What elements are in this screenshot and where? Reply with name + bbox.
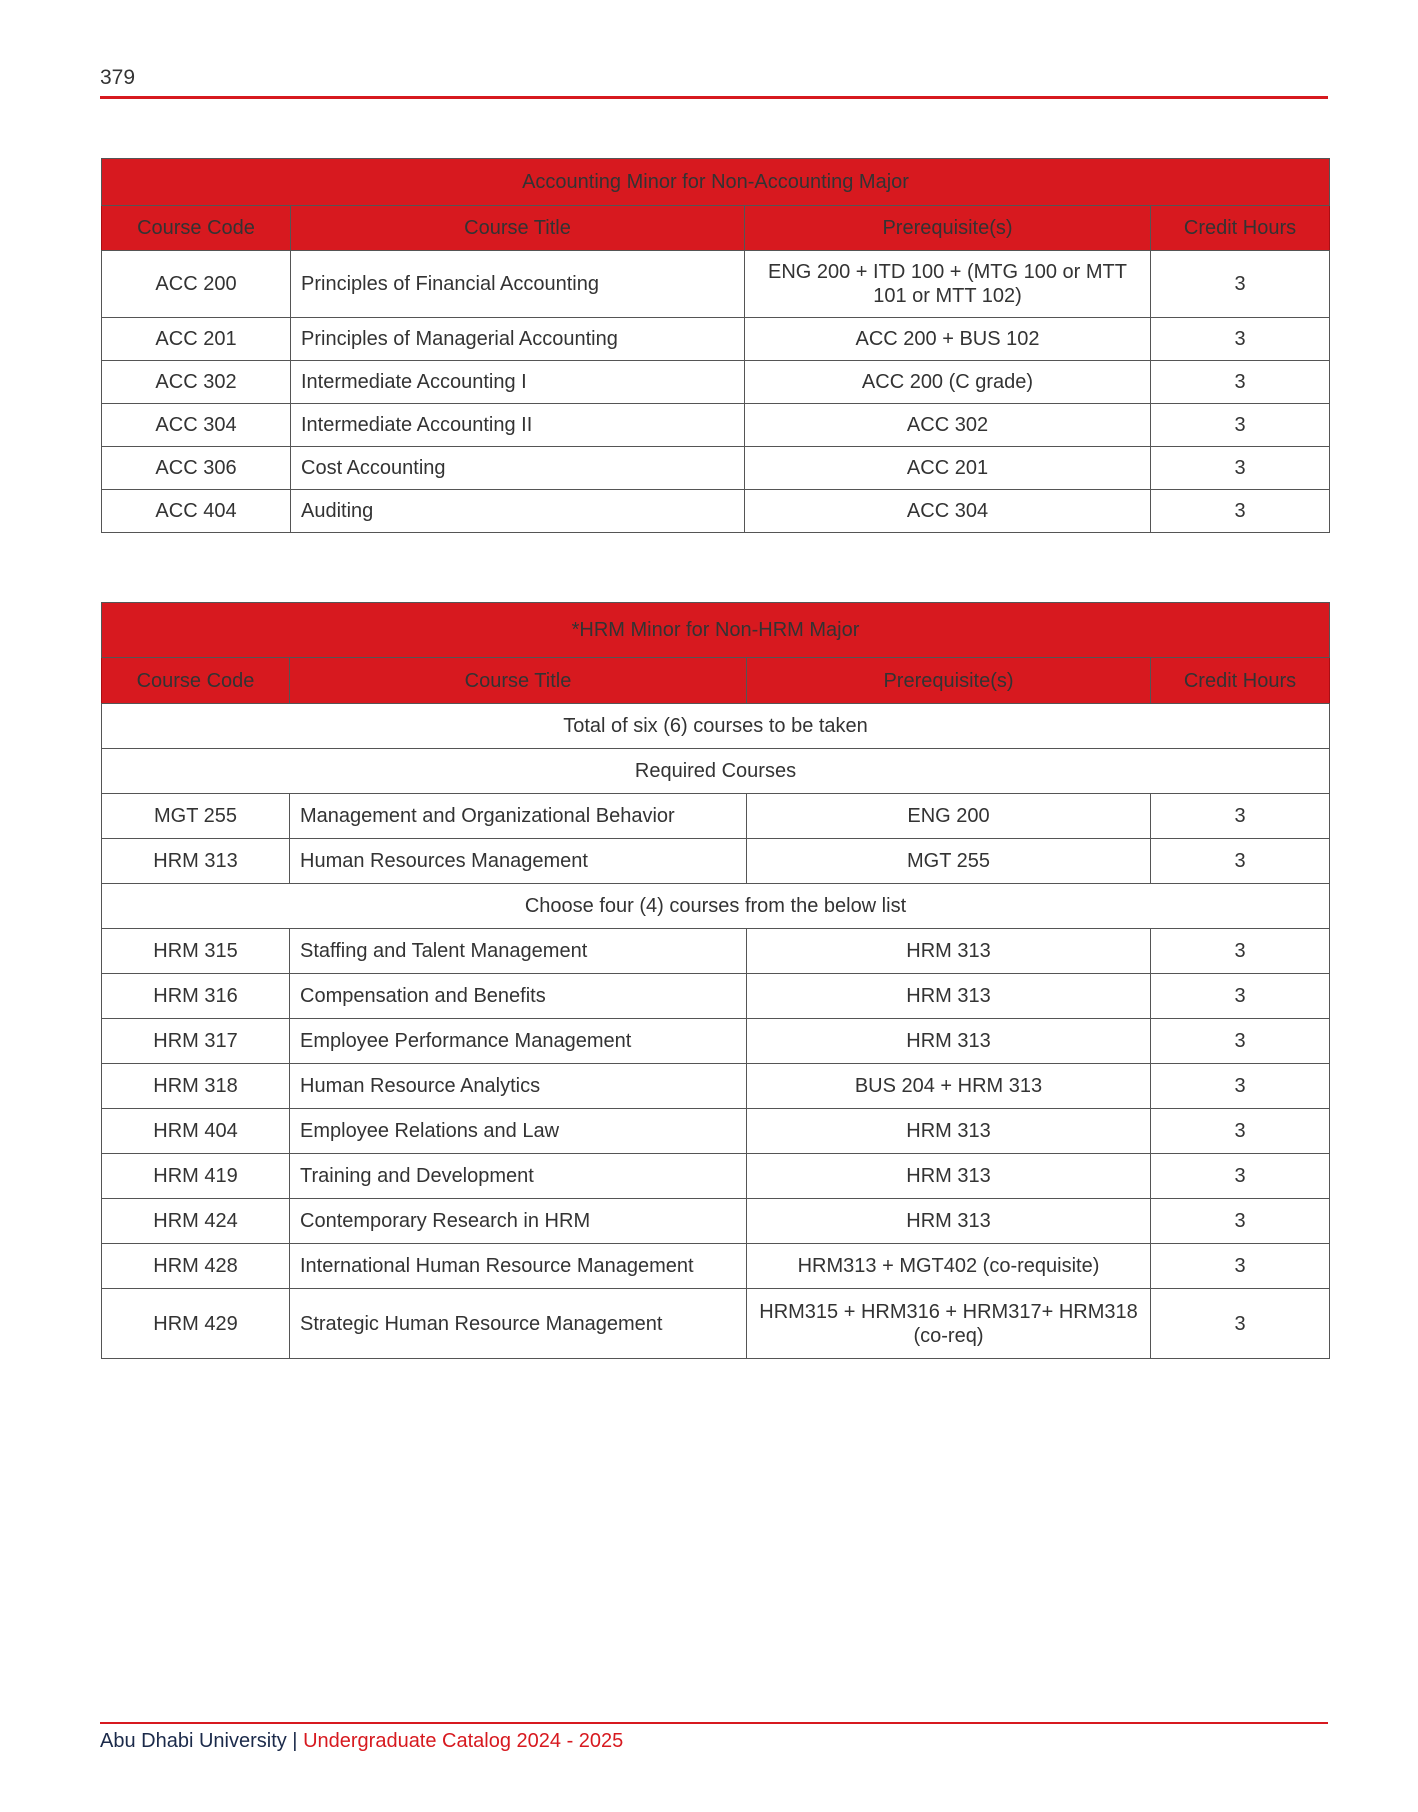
course-title: Intermediate Accounting I (291, 361, 745, 404)
prerequisites: ACC 201 (745, 447, 1151, 490)
credit-hours: 3 (1151, 361, 1330, 404)
course-title: Training and Development (290, 1154, 747, 1199)
prerequisites: HRM315 + HRM316 + HRM317+ HRM318 (co-req) (747, 1289, 1151, 1359)
footer-separator: | (286, 1730, 304, 1752)
prerequisites: ENG 200 (747, 794, 1151, 839)
hrm-minor-table (101, 602, 1330, 1359)
course-code: MGT 255 (102, 794, 290, 839)
credit-hours: 3 (1151, 490, 1330, 533)
page-number: 379 (100, 66, 136, 89)
prerequisites: ACC 200 + BUS 102 (745, 318, 1151, 361)
total-courses-note-row (102, 704, 1330, 749)
credit-hours: 3 (1151, 318, 1330, 361)
course-title: Cost Accounting (291, 447, 745, 490)
table-row (102, 251, 1330, 318)
course-title: Auditing (291, 490, 745, 533)
course-title: Strategic Human Resource Management (290, 1289, 747, 1359)
credit-hours: 3 (1151, 794, 1330, 839)
prerequisites: HRM 313 (747, 974, 1151, 1019)
course-code: ACC 306 (102, 447, 291, 490)
course-code: HRM 313 (102, 839, 290, 884)
table-row (102, 361, 1330, 404)
prerequisites: HRM 313 (747, 929, 1151, 974)
credit-hours: 3 (1151, 1289, 1330, 1359)
credit-hours: 3 (1151, 1199, 1330, 1244)
credit-hours: 3 (1151, 404, 1330, 447)
prerequisites: HRM313 + MGT402 (co-requisite) (747, 1244, 1151, 1289)
credit-hours: 3 (1151, 1019, 1330, 1064)
table-row (102, 1154, 1330, 1199)
table-row (102, 1244, 1330, 1289)
course-title: Compensation and Benefits (290, 974, 747, 1019)
credit-hours: 3 (1151, 929, 1330, 974)
table-row (102, 1199, 1330, 1244)
total-courses-note: Total of six (6) courses to be taken (102, 704, 1330, 749)
credit-hours: 3 (1151, 251, 1330, 318)
footer (100, 1728, 623, 1754)
column-header-course-code: Course Code (102, 658, 290, 704)
prerequisites: HRM 313 (747, 1199, 1151, 1244)
footer-university: Abu Dhabi University (100, 1730, 287, 1752)
required-courses-label: Required Courses (102, 749, 1330, 794)
course-code: ACC 304 (102, 404, 291, 447)
credit-hours: 3 (1151, 1109, 1330, 1154)
course-code: HRM 315 (102, 929, 290, 974)
elective-courses-label: Choose four (4) courses from the below list (102, 884, 1330, 929)
credit-hours: 3 (1151, 1064, 1330, 1109)
credit-hours: 3 (1151, 1244, 1330, 1289)
course-title: Contemporary Research in HRM (290, 1199, 747, 1244)
course-code: ACC 201 (102, 318, 291, 361)
table-row (102, 318, 1330, 361)
course-code: HRM 316 (102, 974, 290, 1019)
credit-hours: 3 (1151, 447, 1330, 490)
table-row (102, 1289, 1330, 1359)
header-rule (100, 96, 1328, 99)
course-title: Employee Relations and Law (290, 1109, 747, 1154)
column-header-course-title: Course Title (291, 206, 745, 251)
course-code: HRM 317 (102, 1019, 290, 1064)
table-row (102, 447, 1330, 490)
table-row (102, 1109, 1330, 1154)
prerequisites: ACC 200 (C grade) (745, 361, 1151, 404)
course-title: Employee Performance Management (290, 1019, 747, 1064)
footer-rule (100, 1722, 1328, 1724)
credit-hours: 3 (1151, 974, 1330, 1019)
column-header-prerequisites: Prerequisite(s) (745, 206, 1151, 251)
course-title: Management and Organizational Behavior (290, 794, 747, 839)
column-header-course-title: Course Title (290, 658, 747, 704)
course-code: HRM 318 (102, 1064, 290, 1109)
footer-catalog: Undergraduate Catalog 2024 - 2025 (303, 1730, 624, 1752)
prerequisites: ACC 302 (745, 404, 1151, 447)
required-courses-label-row (102, 749, 1330, 794)
prerequisites: BUS 204 + HRM 313 (747, 1064, 1151, 1109)
credit-hours: 3 (1151, 839, 1330, 884)
table-row (102, 1019, 1330, 1064)
accounting-minor-table (101, 158, 1330, 533)
table-title: Accounting Minor for Non-Accounting Major (102, 159, 1330, 206)
column-header-credit-hours: Credit Hours (1151, 206, 1330, 251)
course-code: ACC 200 (102, 251, 291, 318)
course-code: HRM 429 (102, 1289, 290, 1359)
table-row (102, 1064, 1330, 1109)
course-title: Principles of Financial Accounting (291, 251, 745, 318)
course-title: Principles of Managerial Accounting (291, 318, 745, 361)
column-header-prerequisites: Prerequisite(s) (747, 658, 1151, 704)
course-code: HRM 404 (102, 1109, 290, 1154)
column-header-course-code: Course Code (102, 206, 291, 251)
prerequisites: ENG 200 + ITD 100 + (MTG 100 or MTT 101 or MTT 102) (745, 251, 1151, 318)
credit-hours: 3 (1151, 1154, 1330, 1199)
table-row (102, 839, 1330, 884)
table-title: *HRM Minor for Non-HRM Major (102, 603, 1330, 658)
elective-courses-label-row (102, 884, 1330, 929)
prerequisites: HRM 313 (747, 1109, 1151, 1154)
course-title: Staffing and Talent Management (290, 929, 747, 974)
course-code: HRM 424 (102, 1199, 290, 1244)
prerequisites: ACC 304 (745, 490, 1151, 533)
table-row (102, 404, 1330, 447)
table-row (102, 490, 1330, 533)
prerequisites: HRM 313 (747, 1019, 1151, 1064)
course-code: HRM 428 (102, 1244, 290, 1289)
prerequisites: MGT 255 (747, 839, 1151, 884)
table-row (102, 974, 1330, 1019)
course-code: HRM 419 (102, 1154, 290, 1199)
course-code: ACC 404 (102, 490, 291, 533)
course-title: Human Resources Management (290, 839, 747, 884)
course-title: Intermediate Accounting II (291, 404, 745, 447)
table-row (102, 794, 1330, 839)
course-title: International Human Resource Management (290, 1244, 747, 1289)
table-row (102, 929, 1330, 974)
course-title: Human Resource Analytics (290, 1064, 747, 1109)
column-header-credit-hours: Credit Hours (1151, 658, 1330, 704)
prerequisites: HRM 313 (747, 1154, 1151, 1199)
course-code: ACC 302 (102, 361, 291, 404)
